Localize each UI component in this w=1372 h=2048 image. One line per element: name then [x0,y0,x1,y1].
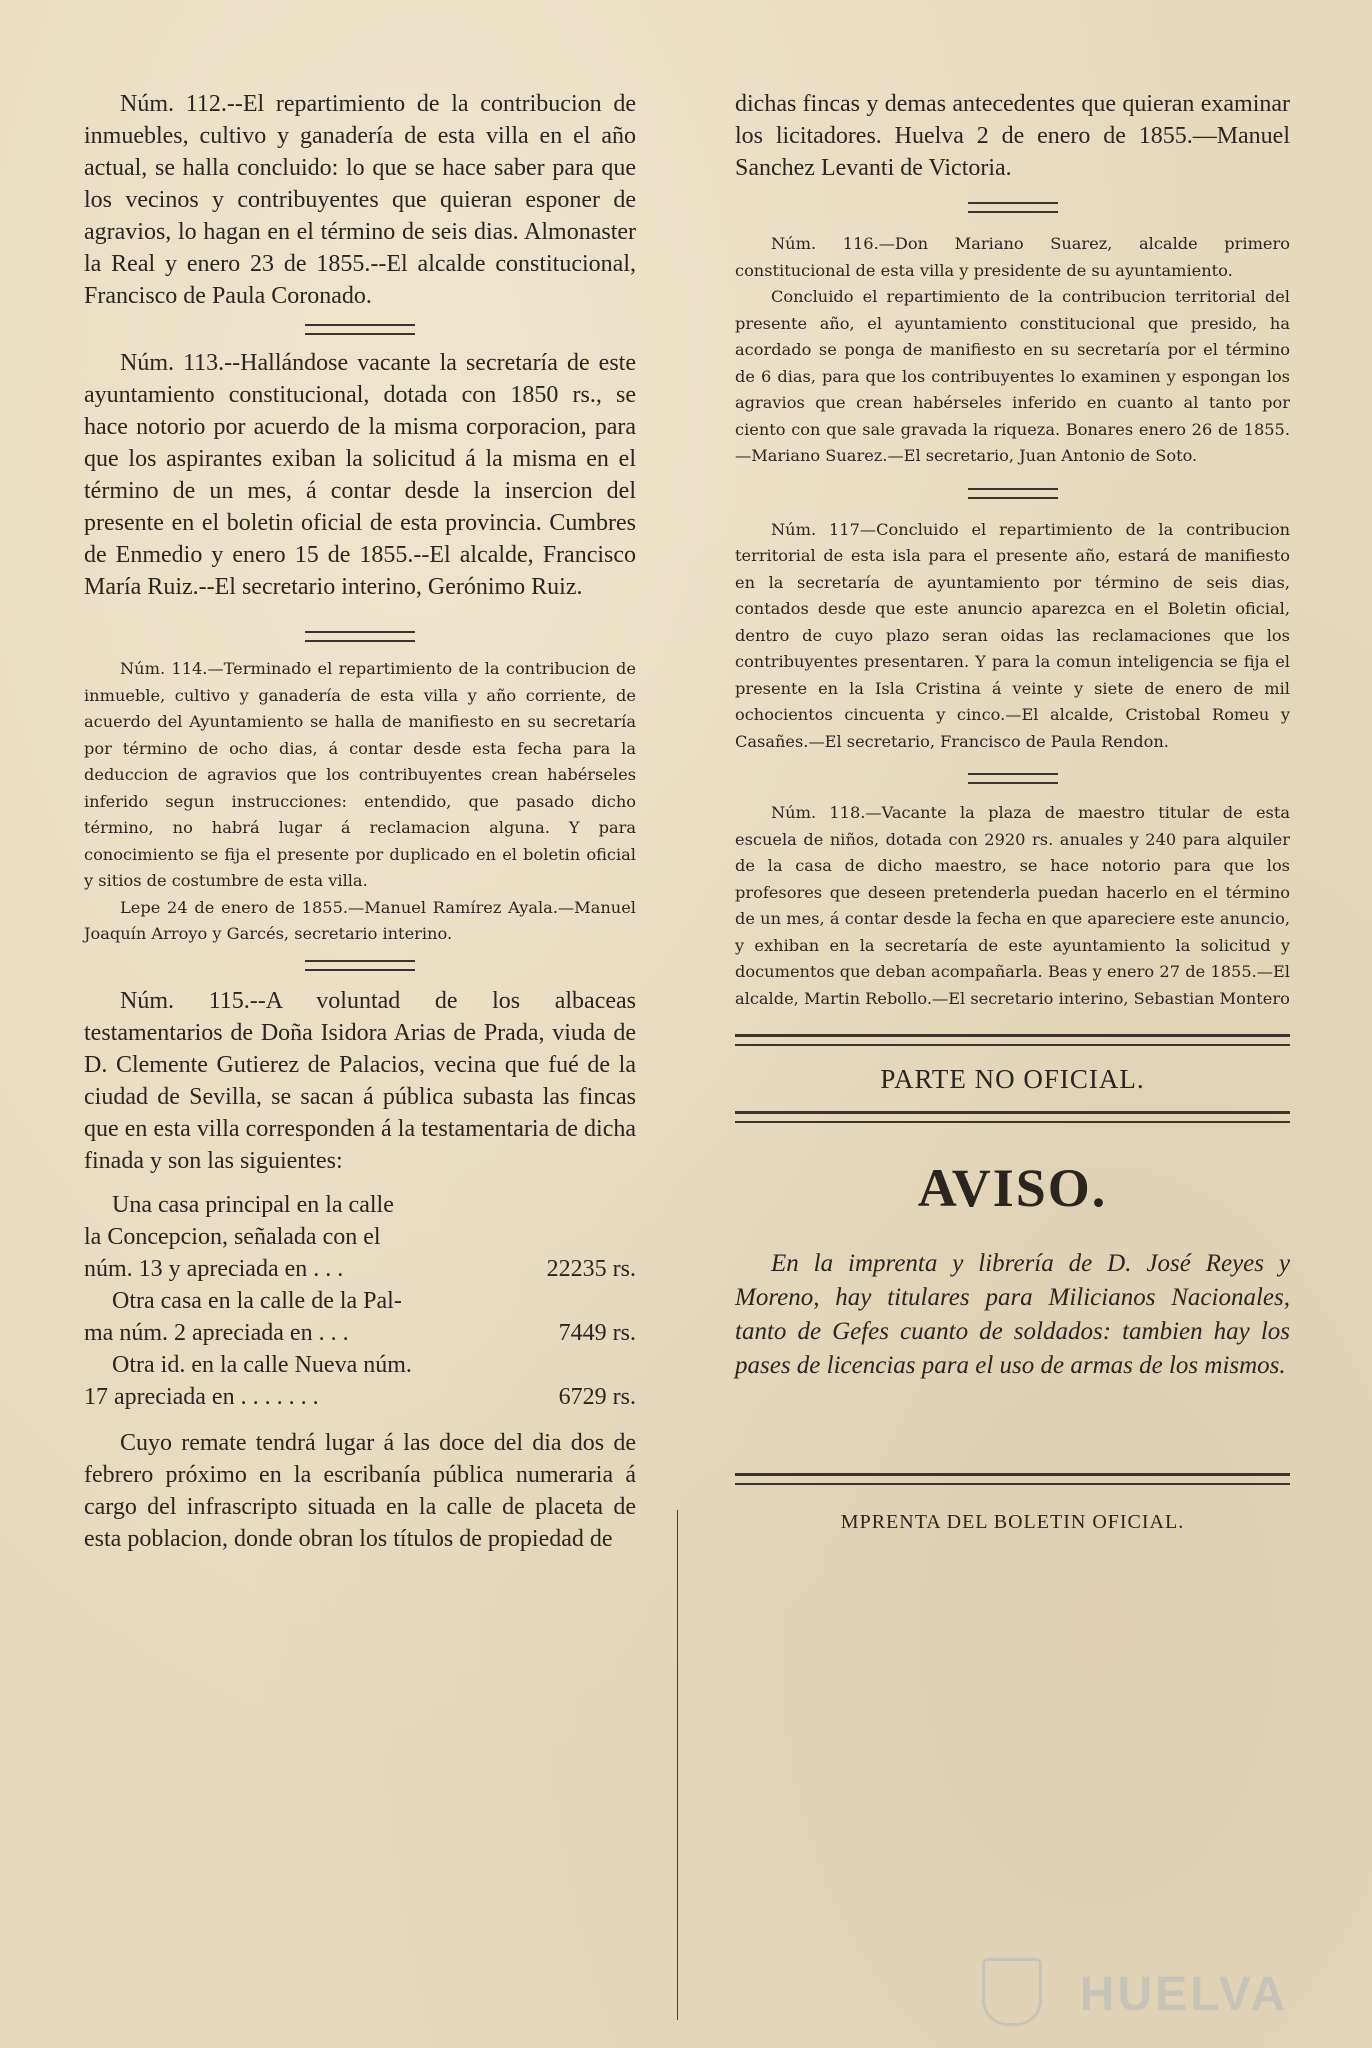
left-column [84,88,636,1555]
aviso-title: AVISO. [917,1158,1108,1218]
property-2-row [84,1317,636,1349]
watermark: HUELVA [1079,1968,1288,2021]
separator [968,202,1058,213]
property-list [84,1189,636,1413]
property-1-label: núm. 13 y apreciada en . . . [84,1255,344,1282]
property-2-line-1: Otra casa en la calle de la Pal- [112,1287,402,1314]
notice-115-end: dichas fincas y demas antecedentes que quieran examinar los licitadores. Huelva 2 de enero de 1855.—Manuel Sanchez Levanti de Victoria. [735,91,1290,181]
property-2-value: 7449 rs. [558,1319,636,1346]
non-official-heading: PARTE NO OFICIAL. [880,1064,1145,1094]
property-3-row [84,1381,636,1413]
separator [968,773,1058,784]
property-1-value: 22235 rs. [546,1255,636,1282]
notice-116-body: Concluido el repartimiento de la contribucion territorial del presente año, el ayuntamiento constitucional que presido, ha acordado se ponga de manifiesto en su secretaría por el término de 6 dias, para que los contribuyentes lo examinen y espongan los agravios que crean habérseles inferido en cuanto al tanto por ciento con que sale gravada la riqueza. Bonares enero 26 de 1855.—Mariano Suarez.—El secretario, Juan Antonio de Soto. [735,287,1290,465]
footer-rule [735,1473,1290,1485]
aviso-body: En la imprenta y librería de D. José Reyes y Moreno, hay titulares para Milicianos Nacionales, tanto de Gefes cuanto de soldados: tambien hay los pases de licencias para el uso de armas de los mismos. [735,1250,1290,1379]
notice-114: Núm. 114.—Terminado el repartimiento de la contribucion de inmueble, cultivo y ganadería de esta villa y año corriente, de acuerdo del Ayuntamiento se halla de manifiesto en su secretaría por término de ocho dias, á contar desde esta fecha para la deduccion de agravios que los contribuyentes crean habérseles inferido segun instrucciones: entendido, que pasado dicho término, no habrá lugar á reclamacion alguna. Y para conocimiento se fija el presente por duplicado en el boletin oficial y sitios de costumbre de esta villa. [84,659,636,890]
notice-118: Núm. 118.—Vacante la plaza de maestro titular de esta escuela de niños, dotada con 2920 rs. anuales y 240 para alquiler de la casa de dicho maestro, se hace notorio para que los profesores que deseen pretenderla puedan hacerlo en el término de un mes, á contar desde la fecha en que apareciere este anuncio, y exhiban en la secretaría de este ayuntamiento la solicitud y documentos que deban acompañarla. Beas y enero 27 de 1855.—El alcalde, Martin Rebollo.—El secretario interino, Sebastian Montero [735,803,1290,1008]
separator [305,324,415,335]
separator [305,631,415,642]
property-3-label: 17 apreciada en . . . . . . . [84,1383,319,1410]
property-1-row [84,1253,636,1285]
section-rule-bottom [735,1111,1290,1123]
section-rule-top [735,1034,1290,1046]
separator [305,960,415,971]
column-divider [677,1510,678,2020]
notice-116: Núm. 116.—Don Mariano Suarez, alcalde primero constitucional de esta villa y presidente de su ayuntamiento. [735,234,1290,280]
property-1-line-1: Una casa principal en la calle [112,1191,394,1218]
watermark-shield-icon [982,1958,1042,2026]
notice-115: Núm. 115.--A voluntad de los albaceas testamentarios de Doña Isidora Arias de Prada, viuda de D. Clemente Gutierez de Palacios, vecina que fué de la ciudad de Sevilla, se sacan á pública subasta las fincas que en esta villa corresponden á la testamentaria de dicha finada y son las siguientes: [84,987,636,1174]
property-2-label: ma núm. 2 apreciada en . . . [84,1319,349,1346]
notice-117: Núm. 117—Concluido el repartimiento de la contribucion territorial de esta isla para el presente año, estará de manifiesto en la secretaría de ayuntamiento por término de seis dias, contados desde que este anuncio aparezca en el Boletin oficial, dentro de cuyo plazo seran oidas las reclamaciones que los contribuyentes presentaren. Y para la comun inteligencia se fija el presente en la Isla Cristina á veinte y siete de enero de mil ochocientos cincuenta y cinco.—El alcalde, Cristobal Romeu y Casañes.—El secretario, Francisco de Paula Rendon. [735,519,1290,751]
property-1-line-2: la Concepcion, señalada con el [84,1223,381,1250]
notice-114-signature: Lepe 24 de enero de 1855.—Manuel Ramírez Ayala.—Manuel Joaquín Arroyo y Garcés, secretario interino. [84,897,636,943]
separator [968,488,1058,499]
notice-115-continued: Cuyo remate tendrá lugar á las doce del dia dos de febrero próximo en la escribanía pública numeraria á cargo del infrascripto situada en la calle de placeta de esta poblacion, donde obran los títulos de propiedad de [84,1429,636,1552]
notice-112: Núm. 112.--El repartimiento de la contribucion de inmuebles, cultivo y ganadería de esta villa en el año actual, se halla concluido: lo que se hace saber para que los vecinos y contribuyentes que quieran esponer de agravios, lo hagan en el término de seis dias. Almonaster la Real y enero 23 de 1855.--El alcalde constitucional, Francisco de Paula Coronado. [84,91,636,309]
property-3-value: 6729 rs. [558,1383,636,1410]
printer-footer: MPRENTA DEL BOLETIN OFICIAL. [840,1511,1185,1533]
notice-113: Núm. 113.--Hallándose vacante la secretaría de este ayuntamiento constitucional, dotada con 1850 rs., se hace notorio por acuerdo de la misma corporacion, para que los aspirantes exiban la solicitud á la misma en el término de un mes, á contar desde la insercion del presente en el boletin oficial de esta provincia. Cumbres de Enmedio y enero 15 de 1855.--El alcalde, Francisco María Ruiz.--El secretario interino, Gerónimo Ruiz. [84,350,636,600]
right-column [735,88,1290,1534]
property-3-line-1: Otra id. en la calle Nueva núm. [112,1351,412,1378]
